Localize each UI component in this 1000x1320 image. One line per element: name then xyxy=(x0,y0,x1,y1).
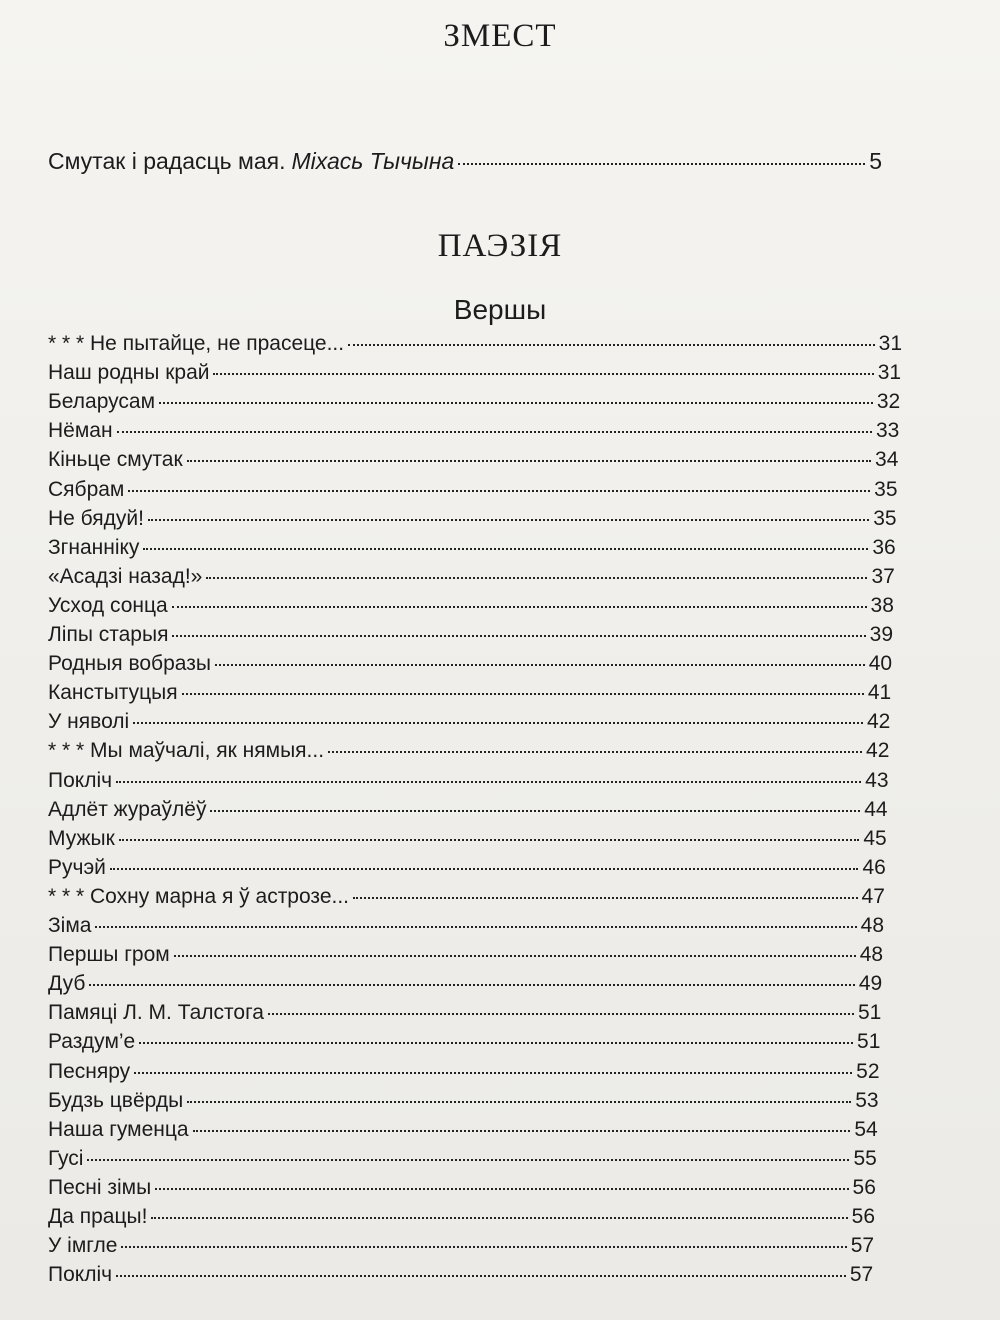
entry-page-number: 42 xyxy=(866,739,890,763)
toc-entry xyxy=(48,622,893,648)
entry-title: Не бядуй! xyxy=(48,506,144,530)
toc-entry xyxy=(48,709,890,735)
entry-title: Дуб xyxy=(48,972,86,996)
dot-leader xyxy=(95,926,856,928)
intro-page-number: 5 xyxy=(869,148,882,174)
entry-page-number: 40 xyxy=(868,652,893,676)
dot-leader xyxy=(328,751,862,753)
entry-title: Покліч xyxy=(48,1263,113,1287)
dot-leader xyxy=(210,810,860,812)
toc-entry xyxy=(48,855,886,881)
toc-entry xyxy=(48,942,883,968)
dot-leader xyxy=(116,781,861,783)
entry-title: Усход сонца xyxy=(48,593,168,617)
toc-entry xyxy=(48,768,889,794)
entry-title: Беларусам xyxy=(48,390,156,414)
poems-subheading: Вершы xyxy=(453,294,547,325)
toc-entry xyxy=(48,826,887,852)
dot-leader xyxy=(215,664,865,666)
entry-title: Нёман xyxy=(48,419,113,443)
dot-leader xyxy=(174,955,856,957)
entry-title: Зіма xyxy=(48,914,92,937)
entry-title: * * * Не пытайце, не прасеце... xyxy=(48,332,345,355)
entry-page-number: 48 xyxy=(859,943,884,967)
entry-title: Будзь цвёрды xyxy=(48,1088,184,1112)
entry-title: Мужык xyxy=(48,826,115,850)
entry-title: Кіньце смутак xyxy=(48,448,183,472)
entry-page-number: 48 xyxy=(860,914,884,937)
entry-page-number: 57 xyxy=(849,1263,874,1287)
dot-leader xyxy=(148,519,869,521)
entry-page-number: 51 xyxy=(857,1030,881,1054)
dot-leader xyxy=(353,897,858,899)
dot-leader xyxy=(133,722,863,724)
entry-page-number: 35 xyxy=(873,506,897,530)
dot-leader xyxy=(187,1101,851,1103)
dot-leader xyxy=(155,1188,848,1190)
toc-entry xyxy=(48,1262,873,1288)
entry-page-number: 45 xyxy=(863,826,887,850)
toc-entry xyxy=(48,506,897,532)
toc-entry xyxy=(48,360,901,386)
entry-page-number: 51 xyxy=(857,1001,882,1025)
dot-leader xyxy=(128,490,870,492)
dot-leader xyxy=(458,163,865,165)
dot-leader xyxy=(172,606,867,608)
entry-title: Памяці Л. М. Талстога xyxy=(48,1001,264,1025)
entry-title: Да працы! xyxy=(48,1205,148,1228)
toc-entry xyxy=(48,1059,880,1085)
entry-page-number: 55 xyxy=(853,1146,877,1170)
entry-title: Канстытуцыя xyxy=(48,681,178,705)
toc-entry xyxy=(48,971,882,997)
entry-page-number: 38 xyxy=(870,593,894,617)
poetry-heading: ПАЭЗІЯ xyxy=(437,228,563,264)
entry-page-number: 49 xyxy=(858,972,883,996)
toc-entry xyxy=(48,389,900,415)
dot-leader xyxy=(213,373,873,375)
intro-title: Смутак і радасць мая. xyxy=(48,148,286,174)
entry-page-number: 54 xyxy=(854,1117,878,1141)
toc-entry xyxy=(48,418,899,444)
entry-title: Сябрам xyxy=(48,477,125,501)
entry-title: Покліч xyxy=(48,768,113,792)
dot-leader xyxy=(268,1013,854,1015)
dot-leader xyxy=(172,635,865,637)
toc-entry xyxy=(48,1204,875,1230)
entry-title: Згнанніку xyxy=(48,535,140,559)
entry-title: Родныя вобразы xyxy=(48,652,211,676)
entry-page-number: 39 xyxy=(869,623,893,646)
entry-page-number: 52 xyxy=(856,1059,880,1083)
dot-leader xyxy=(348,344,875,346)
entry-title: У няволі xyxy=(48,710,130,734)
entry-title: Першы гром xyxy=(48,943,170,967)
toc-entry xyxy=(48,593,894,619)
dot-leader xyxy=(206,577,867,579)
entry-page-number: 57 xyxy=(850,1234,875,1258)
entry-page-number: 56 xyxy=(851,1205,875,1228)
entry-page-number: 32 xyxy=(876,390,901,414)
toc-entry xyxy=(48,447,898,473)
toc-entry xyxy=(48,884,885,910)
entry-page-number: 41 xyxy=(867,681,892,705)
dot-leader xyxy=(119,839,860,841)
entry-title: * * * Сохну марна я ў астрозе... xyxy=(48,884,350,908)
toc-entry xyxy=(48,535,896,561)
toc-entry xyxy=(48,1000,881,1026)
toc-entry xyxy=(48,1088,879,1114)
entry-page-number: 47 xyxy=(861,884,885,908)
entry-title: Гусі xyxy=(48,1146,84,1170)
entry-title: Ліпы старыя xyxy=(48,623,169,646)
entry-page-number: 36 xyxy=(872,535,896,559)
intro-entry xyxy=(48,148,882,174)
entry-page-number: 46 xyxy=(862,855,886,879)
entry-title: У імгле xyxy=(48,1234,118,1258)
entry-title: Раздум’е xyxy=(48,1030,136,1054)
dot-leader xyxy=(110,868,859,870)
dot-leader xyxy=(116,1275,846,1277)
toc-entry xyxy=(48,1029,880,1055)
entry-page-number: 35 xyxy=(874,477,898,501)
dot-leader xyxy=(117,431,872,433)
entry-page-number: 34 xyxy=(875,448,899,472)
dot-leader xyxy=(159,402,873,404)
dot-leader xyxy=(187,460,871,462)
toc-entry xyxy=(48,680,891,706)
dot-leader xyxy=(182,693,864,695)
toc-entry xyxy=(48,738,889,764)
dot-leader xyxy=(87,1159,849,1161)
dot-leader xyxy=(139,1042,853,1044)
entry-page-number: 33 xyxy=(875,419,900,443)
entry-title: Песні зімы xyxy=(48,1175,152,1199)
entry-page-number: 37 xyxy=(871,564,895,588)
entry-title: Адлёт жураўлёў xyxy=(48,797,207,821)
toc-entry xyxy=(48,564,895,590)
toc-entry xyxy=(48,331,902,357)
dot-leader xyxy=(89,984,854,986)
contents-heading: ЗМЕСТ xyxy=(443,18,557,54)
toc-entry xyxy=(48,797,888,823)
entry-title: Наш родны край xyxy=(48,361,210,385)
dot-leader xyxy=(151,1217,847,1219)
entry-page-number: 56 xyxy=(852,1175,876,1199)
entry-title: Наша гуменца xyxy=(48,1117,189,1141)
entry-page-number: 44 xyxy=(864,797,888,821)
dot-leader xyxy=(193,1130,851,1132)
toc-entry xyxy=(48,1117,878,1143)
dot-leader xyxy=(121,1246,846,1248)
toc-entry xyxy=(48,651,892,677)
entry-page-number: 42 xyxy=(866,710,891,734)
toc-entry xyxy=(48,1233,874,1259)
dot-leader xyxy=(134,1072,852,1074)
entry-page-number: 31 xyxy=(878,332,902,355)
toc-entry xyxy=(48,913,884,939)
entry-title: Песняру xyxy=(48,1059,131,1083)
toc-entry xyxy=(48,1146,877,1172)
intro-author: Міхась Тычына xyxy=(291,148,455,174)
dot-leader xyxy=(143,548,868,550)
entry-page-number: 43 xyxy=(865,768,889,792)
entry-title: * * * Мы маўчалі, як нямыя... xyxy=(48,739,325,763)
toc-entry xyxy=(48,477,898,503)
entry-title: Ручэй xyxy=(48,855,106,879)
toc-entry xyxy=(48,1175,876,1201)
entry-page-number: 31 xyxy=(877,361,902,385)
entry-title: «Асадзі назад!» xyxy=(48,564,203,588)
entry-page-number: 53 xyxy=(855,1088,879,1112)
